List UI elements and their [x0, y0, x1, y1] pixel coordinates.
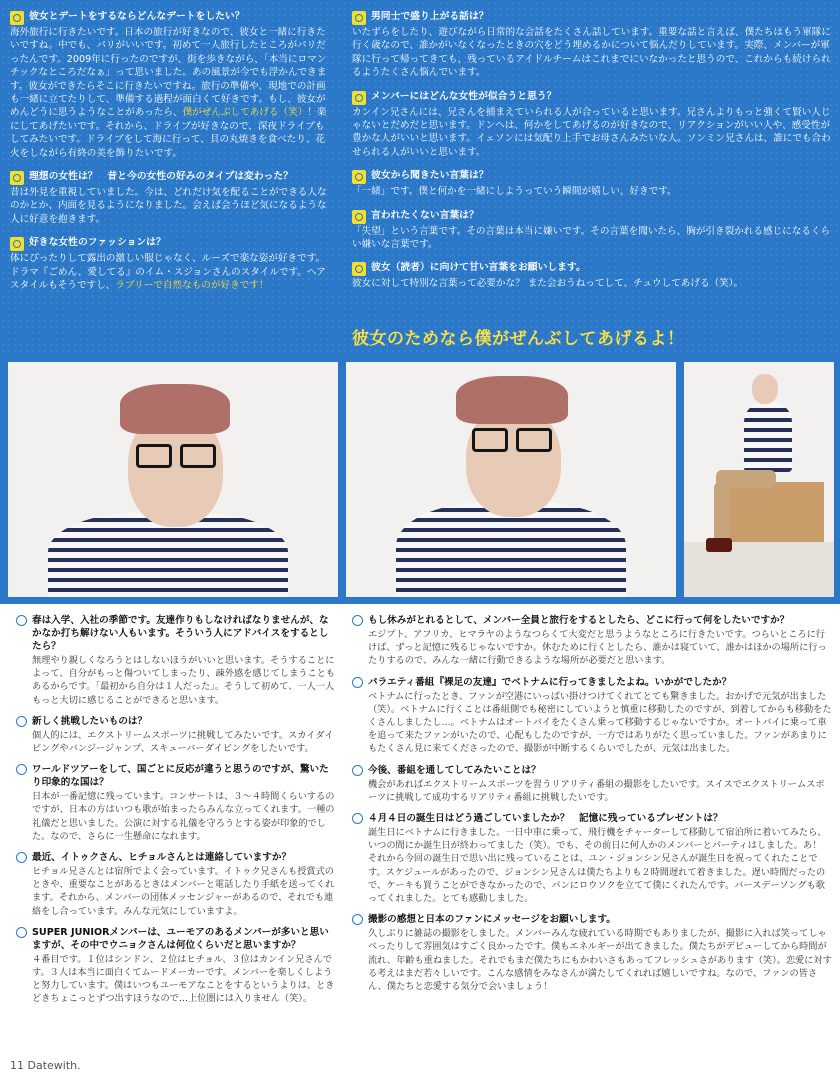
answer-text: 無理やり親しくなろうとはしないほうがいいと思います。そうすることによって、自分がもっと傷ついてしまったり、疎外感を感じてしまうこともあるからです。「最初から自分は１人だった」。そうして初めて、一人一人もっと大切に感じることができると思います。: [32, 655, 336, 706]
question-text: 彼女から聞きたい言葉は？: [371, 170, 489, 182]
answer-text: ベトナムに行ったとき、ファンが空港にいっぱい掛けつけてくれてとても驚きました。おかげで元気が出ました（笑）。ベトナムに行くことは番組側でも秘密にしていようと慎重に移動したのですが、到着してからも移動をたくさんしましたし…。ベトナムはオートバイをたくさん乗って移動するじゃないですか。オートバイに乗って車を追って来たファンがいたので、心配もしたのですが、一方ではありがたく思っていました。ファンがあまりにもたくさん見に来てくださったので、撮影が中断するくらいでしたが、元気は出ました。: [368, 690, 832, 755]
hair: [456, 376, 568, 424]
question-text: 彼女（読者）に向けて甘い言葉をお願いします。: [371, 262, 586, 274]
glasses-icon: [516, 428, 552, 452]
answer-text: カンイン兄さんには、兄さんを捕まえていられる人が合っていると思います。兄さんよりもっと強くて賢い人じゃないとだめだと思います。ドンヘは、何かをしてあげるのが好きなので、リアクションがいい人や、感受性が豊かな人がいいと思います。イェソンには気配り上手でお母さんみたいな人。ソンミン兄さんは、誰にでも合わせられる人がいいと思います。: [352, 106, 831, 158]
answer-text: 誕生日にベトナムに行きました。一日中車に乗って、飛行機をチャーターして移動して宿泊所に着いてみたら、いつの間にか誕生日が終わってました（笑）。でも、その前日に何人かのメンバーとパーティはしました。あ！ それから今回の誕生日で思い出に残っていることは、ユン・ジョンシン兄さんが誕生日を祝ってくれたことです。スケジュールがあったので、ジョンシン兄さんは僕たちよりも２時間遅れて着きました。遅い時間だったので、ケーキも買うことができなかったので、パンにロウソクを立てて僕にくれたんです。バースデーソングも歌ってくれました。とても感動しました。: [368, 827, 827, 905]
answer-text: エジプト、アフリカ、ヒマラヤのようなつらくて大変だと思うようなところに行きたいです。つらいところに行けば、ずっと記憶に残るじゃないですか。休むために行くとしたら、誰かは寝ていて、誰かはほかの場所に行ったりするので、みんな一緒に行動できるような場所が必要だと思います。: [368, 629, 827, 667]
answer-text: いたずらをしたり、遊びながら日常的な会話をたくさん話しています。重要な話と言えば、僕たちはもう軍隊に行く歳なので、誰かがいなくなったときの穴をどう埋めるかについて悩んだりしています。実際、メンバーが軍隊に行って帰ってきても、残っているアイドルチームはこれまでにいなかったと思うので、これからも続けられるようたくさん悩んでいます。: [352, 27, 831, 79]
striped-hoodie: [744, 402, 792, 472]
question-text: ワールドツアーをして、国ごとに反応が違うと思うのですが、驚いたり印象的な国は？: [32, 764, 329, 789]
question-icon: [10, 237, 24, 251]
qa-item: [352, 10, 834, 80]
question-text: SUPER JUNIORメンバーは、ユーモアのあるメンバーが多いと思いますが、その中でウニョクさんは何位くらいだと思いますか？: [32, 926, 329, 951]
question-text: 今後、番組を通してしてみたいことは？: [368, 764, 541, 776]
qa-item: [352, 261, 834, 290]
question-text: 男同士で盛り上がる話は？: [371, 11, 489, 22]
qa-item: [16, 763, 336, 843]
question-text: 理想の女性は？ 昔と今の女性の好みのタイプは変わった？: [29, 171, 293, 183]
interview-panel: [0, 0, 840, 354]
answer-text: 「失望」という言葉です。その言葉は本当に嫌いです。その言葉を聞いたら、胸が引き裂かれる感じになるくらい嫌いな言葉です。: [352, 225, 831, 251]
qa-item: [352, 913, 832, 993]
circle-bullet-icon: [16, 852, 27, 863]
question-text: 好きな女性のファッションは？: [29, 237, 166, 249]
photo-fullbody: [684, 362, 834, 597]
qa-item: [16, 851, 336, 918]
qa-item: [352, 764, 832, 804]
photo-portrait-2: [346, 362, 676, 597]
page-number: 11: [10, 1059, 24, 1072]
question-text: 新しく挑戦したいものは？: [32, 715, 148, 727]
glasses-icon: [136, 444, 172, 468]
answer-text: 海外旅行に行きたいです。日本の旅行が好きなので、彼女と一緒に行きたいですね。中でも、パリがいいです。初めて一人旅行したところがパリだったんです。2009年に行ったのですが、街を歩きながら、「本当にロマンチックなところだなぁ」って思いました。あの風景が今でも浮かんできます。彼女ができたらそこに行きたいですね。旅行の準備や、現地での計画も一緒に立てたりして、準備する過程が面白くて好きです。もし、彼女がめんどうに思うようなことがあったら、僕がぜんぶしてあげる（笑）！楽にしてあげたいです。それから、ドライブが好きなので、深夜ドライブもしてみたいです。ドライブをして海に行って、貝の丸焼きを食べたり、花火をしながら有終の美を飾りたいです。: [10, 27, 327, 159]
circle-bullet-icon: [16, 615, 27, 626]
question-icon: [352, 262, 366, 276]
glasses-icon: [180, 444, 216, 468]
pants: [714, 482, 730, 542]
qa-item: [352, 614, 832, 668]
answer-text: 久しぶりに雑誌の撮影をしました。メンバーみんな疲れている時期でもありましたが、撮影に入れば笑ってしゃべったりして雰囲気はすごく良かったです。僕もエネルギーが出てきました。僕たちがデビューしてから時間が流れ、年齢も重ねました。それでもまだ僕たちにもかわいさもあってフレッシュさがあります（笑）。恋愛に対する考えはまだ若々しいです。こんな感情をみなさんが満たしてくれれば嬉しいですね。なので、ファンの皆さん、僕たちと恋愛する気分で会いましょう！: [368, 928, 832, 993]
qa-item: [10, 236, 330, 292]
circle-bullet-icon: [16, 764, 27, 775]
boot: [706, 538, 732, 552]
headline: 彼女のためなら僕がぜんぶしてあげるよ！: [352, 329, 685, 349]
hair: [120, 384, 230, 434]
foosball-table: [724, 482, 824, 542]
question-text: メンバーにはどんな女性が似合うと思う？: [371, 90, 557, 102]
question-text: 彼女とデートをするならどんなデートをしたい？: [29, 11, 245, 22]
question-icon: [10, 11, 24, 25]
qa-column-left: [16, 614, 336, 1014]
question-text: 春は入学、入社の季節です。友達作りもしなければなりませんが、なかなか打ち解けない人もいます。そういう人にアドバイスをするとしたら？: [32, 615, 329, 652]
qa-item: [352, 169, 834, 198]
answer-text: 昔は外見を重視していました。今は、どれだけ気を配ることができる人なのかとか、内面を見るようになりました。会えば会うほど気になるような人に好意を抱きます。: [10, 187, 327, 225]
answer-text: 個人的には、エクストリームスポーツに挑戦してみたいです。スカイダイビングやバンジージャンプ、スキューバーダイビングをしたいです。: [32, 729, 334, 755]
highlight-text: 僕がぜんぶしてあげる（笑）: [182, 107, 308, 119]
answer-text: 彼女に対して特別な言葉って必要かな？ また会おうねってして、チュウしてあげる（笑）。: [352, 278, 744, 290]
interview-column-left: [10, 10, 330, 303]
photo-portrait-1: [8, 362, 338, 597]
circle-bullet-icon: [352, 615, 363, 626]
circle-bullet-icon: [352, 765, 363, 776]
qa-item: [352, 812, 832, 905]
circle-bullet-icon: [16, 716, 27, 727]
circle-bullet-icon: [352, 813, 363, 824]
circle-bullet-icon: [352, 914, 363, 925]
question-icon: [352, 170, 366, 184]
answer-text: ４番目です。１位はシンドン、２位はヒチョル、３位はカンイン兄さんです。３人は本当に面白くてムードメーカーです。メンバーを楽しくしようと努力しています。僕はいつもユーモアなことをするというよりは、ときどきちょこっとずつ出すほうなので…上位圏には入りません（笑）。: [32, 953, 335, 1005]
question-text: 撮影の感想と日本のファンにメッセージをお願いします。: [368, 914, 616, 926]
question-text: 最近、イトゥクさん、ヒチョルさんとは連絡していますか？: [32, 852, 292, 864]
circle-bullet-icon: [16, 927, 27, 938]
qa-column-right: [352, 614, 832, 1001]
glasses-icon: [472, 428, 508, 452]
page-footer: [10, 1059, 81, 1072]
qa-item: [352, 209, 834, 252]
answer-text: ヒチョル兄さんとは宿所でよく会っています。イトゥク兄さんも授賞式のときや、重要なことがあるときはメンバーと電話したり手紙を送ってくれます。それから、メンバーの団体メッセンジャーがあるので、それでも連絡をし合っています。みんな元気にしていますよ。: [32, 866, 335, 917]
qa-item: [10, 170, 330, 226]
question-text: もし休みがとれるとして、メンバー全員と旅行をするとしたら、どこに行って何をしたいですか？: [368, 615, 790, 626]
interview-column-right: [352, 10, 834, 301]
question-icon: [352, 11, 366, 25]
question-icon: [352, 210, 366, 224]
photo-strip: [0, 354, 840, 604]
qa-item: [352, 90, 834, 160]
qa-item: [16, 715, 336, 755]
question-text: ４月４日の誕生日はどう過ごしていましたか？ 記憶に残っているプレゼントは？: [368, 813, 723, 825]
question-text: 言われたくない言葉は？: [371, 209, 479, 221]
answer-text: 日本が一番記憶に残っています。コンサートは、３～４時間くらいするのですが、日本の方はいつも歌が始まったらみんな立ってくれます。一種の礼儀だと思いました。公演に対する礼儀を守ろうとする姿が印象的でした。なので、さらに一生懸命になれます。: [32, 791, 335, 842]
question-icon: [10, 171, 24, 185]
answer-text: 機会があればエクストリームスポーツを習うリアリティ番組の撮影をしたいです。スイスでエクストリームスポーツに挑戦して成功するリアリティ番組に挑戦したいです。: [368, 778, 825, 803]
face: [752, 374, 778, 404]
highlight-text: ラブリーで自然なものが好きです！: [115, 280, 269, 292]
qa-item: [16, 926, 336, 1006]
circle-bullet-icon: [352, 677, 363, 688]
answer-text: 「一緒」です。僕と何かを一緒にしようっていう瞬間が嬉しい、好きです。: [352, 186, 677, 198]
qa-item: [16, 614, 336, 707]
answer-text: 体にぴったりして露出の激しい服じゃなく、ルーズで楽な姿が好きです。ドラマ『ごめん、愛してる』のイム・スジョンさんのスタイルです。ヘアスタイルもそうですし、ラブリーで自然なものが好きです！: [10, 253, 326, 292]
question-text: バラエティ番組『裸足の友達』でベトナムに行ってきましたよね。いかがでしたか？: [368, 676, 732, 688]
question-icon: [352, 91, 366, 105]
qa-item: [10, 10, 330, 160]
magazine-brand: Datewith.: [27, 1059, 81, 1072]
qa-item: [352, 676, 832, 756]
